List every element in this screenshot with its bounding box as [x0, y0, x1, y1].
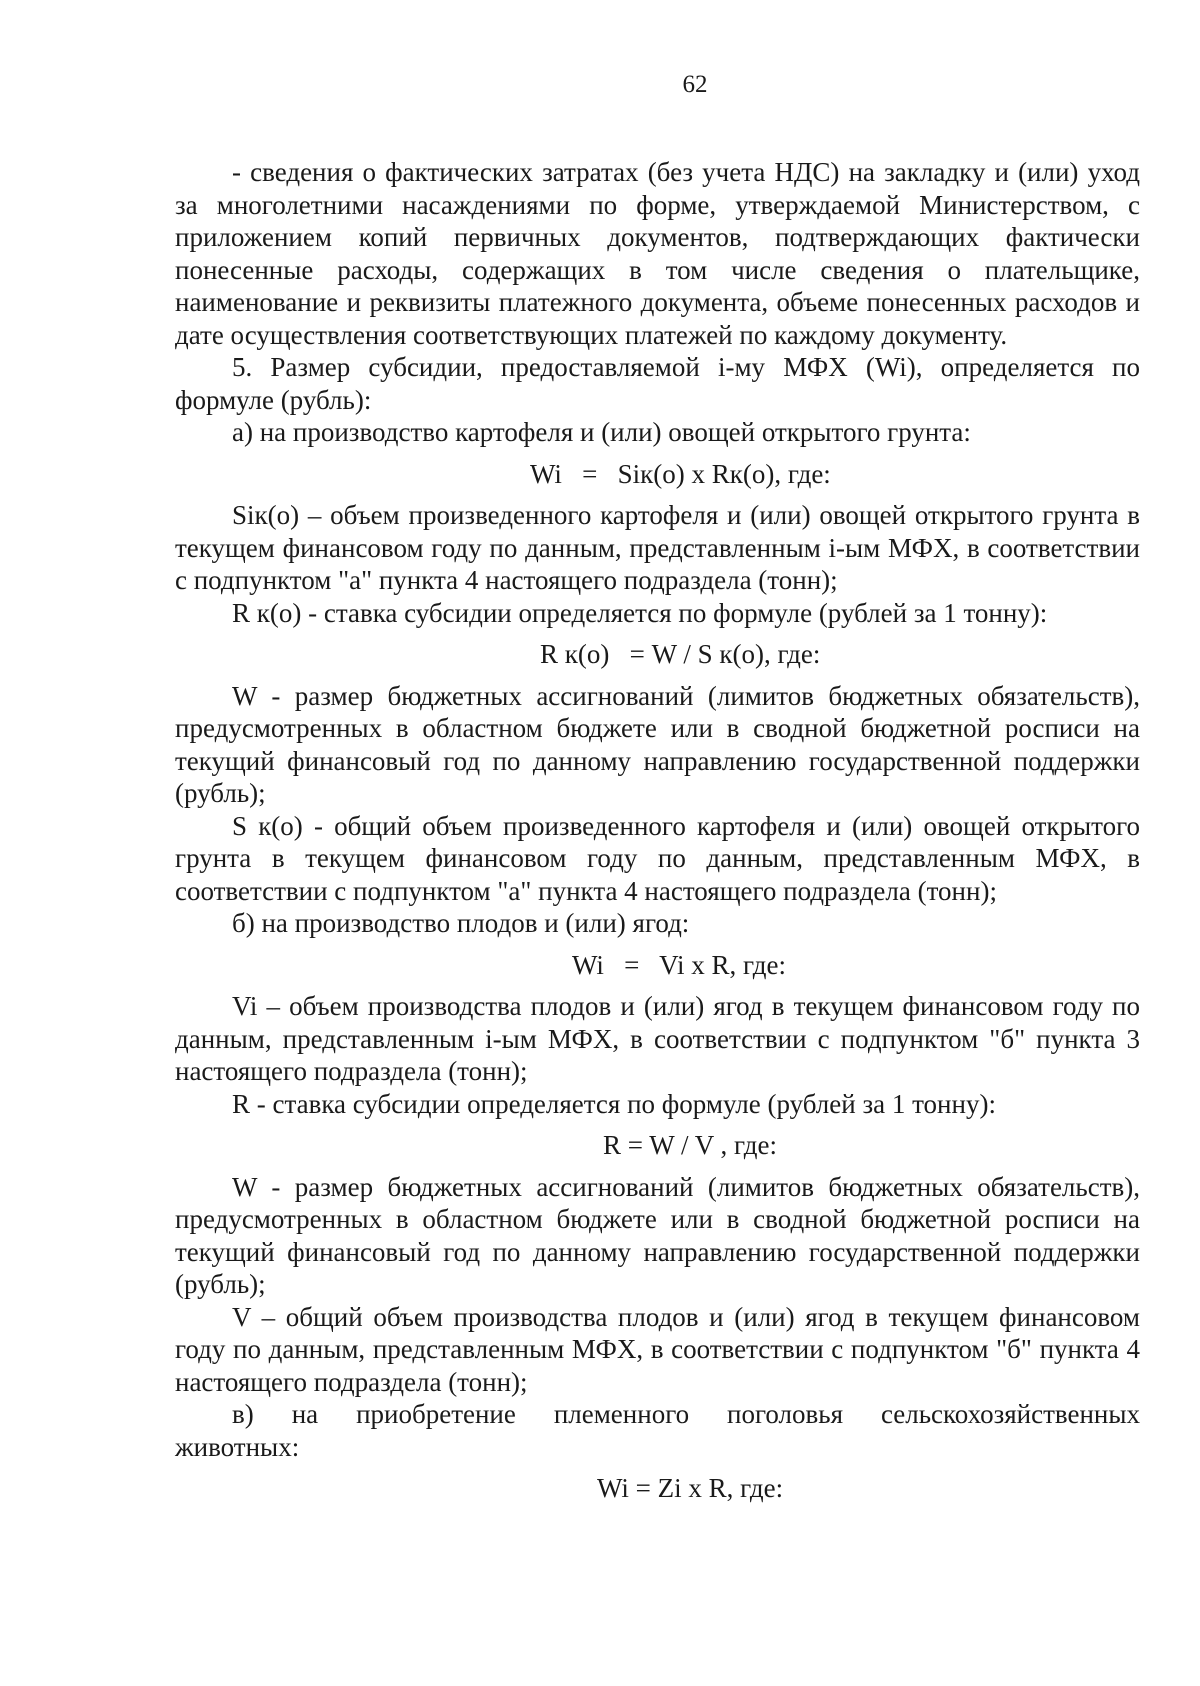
paragraph-w-definition-2: W - размер бюджетных ассигнований (лимитов бюджетных обязательств), предусмотренных в областном бюджете или в сводной бюджетной росписи на текущий финансовый год по данному направлению государственной поддержки (рубль); [175, 1171, 1140, 1299]
formula-wi-potatoes: Wi = Siк(о) х Rк(о), где: [530, 458, 831, 489]
formula-wi-fruits: Wi = Vi x R, где: [572, 949, 786, 980]
formula-rk: R к(о) = W / S к(о), где: [540, 639, 821, 669]
paragraph-sik-definition: Siк(о) – объем произведенного картофеля и (или) овощей открытого грунта в текущем финансовом году по данным, представленным i-ым МФХ, в соответствии с подпунктом "а" пункта 4 настоящего подраздела (тонн); [175, 500, 1140, 595]
paragraph-item-c-line2: животных: [175, 1431, 300, 1462]
page-number: 62 [682, 71, 708, 98]
paragraph-item-c-line1: в) на приобретение племенного поголовья сельскохозяйственных [232, 1399, 1140, 1429]
document-body [175, 156, 1140, 1514]
formula-r: R = W / V , где: [603, 1130, 777, 1160]
paragraph-item-a: а) на производство картофеля и (или) овощей открытого грунта: [232, 417, 971, 447]
paragraph-v-definition: V – общий объем производства плодов и (или) ягод в текущем финансовом году по данным, представленным МФХ, в соответствии с подпунктом "б" пункта 4 настоящего подраздела (тонн); [175, 1301, 1140, 1397]
paragraph-w-definition-1: W - размер бюджетных ассигнований (лимитов бюджетных обязательств), предусмотренных в областном бюджете или в сводной бюджетной росписи на текущий финансовый год по данному направлению государственной поддержки (рубль); [175, 680, 1140, 808]
paragraph-sk-definition: S к(о) - общий объем произведенного картофеля и (или) овощей открытого грунта в текущем финансовом году по данным, представленным МФХ, в соответствии с подпунктом "а" пункта 4 настоящего подраздела (тонн); [175, 810, 1140, 906]
formula-wi-livestock: Wi = Zi x R, где: [597, 1473, 784, 1503]
paragraph-r-rate: R - ставка субсидии определяется по формуле (рублей за 1 тонну): [232, 1088, 996, 1119]
paragraph-actual-costs: - сведения о фактических затратах (без учета НДС) на закладку и (или) уход за многолетними насаждениями по форме, утверждаемой Министерством, с приложением копий первичных документов, подтверждающих фактически понесенные расходы, содержащих в том числе сведения о плательщике, наименование и реквизиты платежного документа, объеме понесенных расходов и дате осуществления соответствующих платежей по каждому документу. [175, 157, 1140, 350]
paragraph-rk-rate: R к(о) - ставка субсидии определяется по формуле (рублей за 1 тонну): [232, 597, 1048, 628]
paragraph-subsidy-size: 5. Размер субсидии, предоставляемой i-му МФХ (Wi), определяется по формуле (рубль): [175, 352, 1140, 415]
paragraph-vi-definition: Vi – объем производства плодов и (или) ягод в текущем финансовом году по данным, представленным i-ым МФХ, в соответствии с подпунктом "б" пункта 3 настоящего подраздела (тонн); [175, 991, 1140, 1086]
paragraph-item-b: б) на производство плодов и (или) ягод: [232, 908, 690, 938]
